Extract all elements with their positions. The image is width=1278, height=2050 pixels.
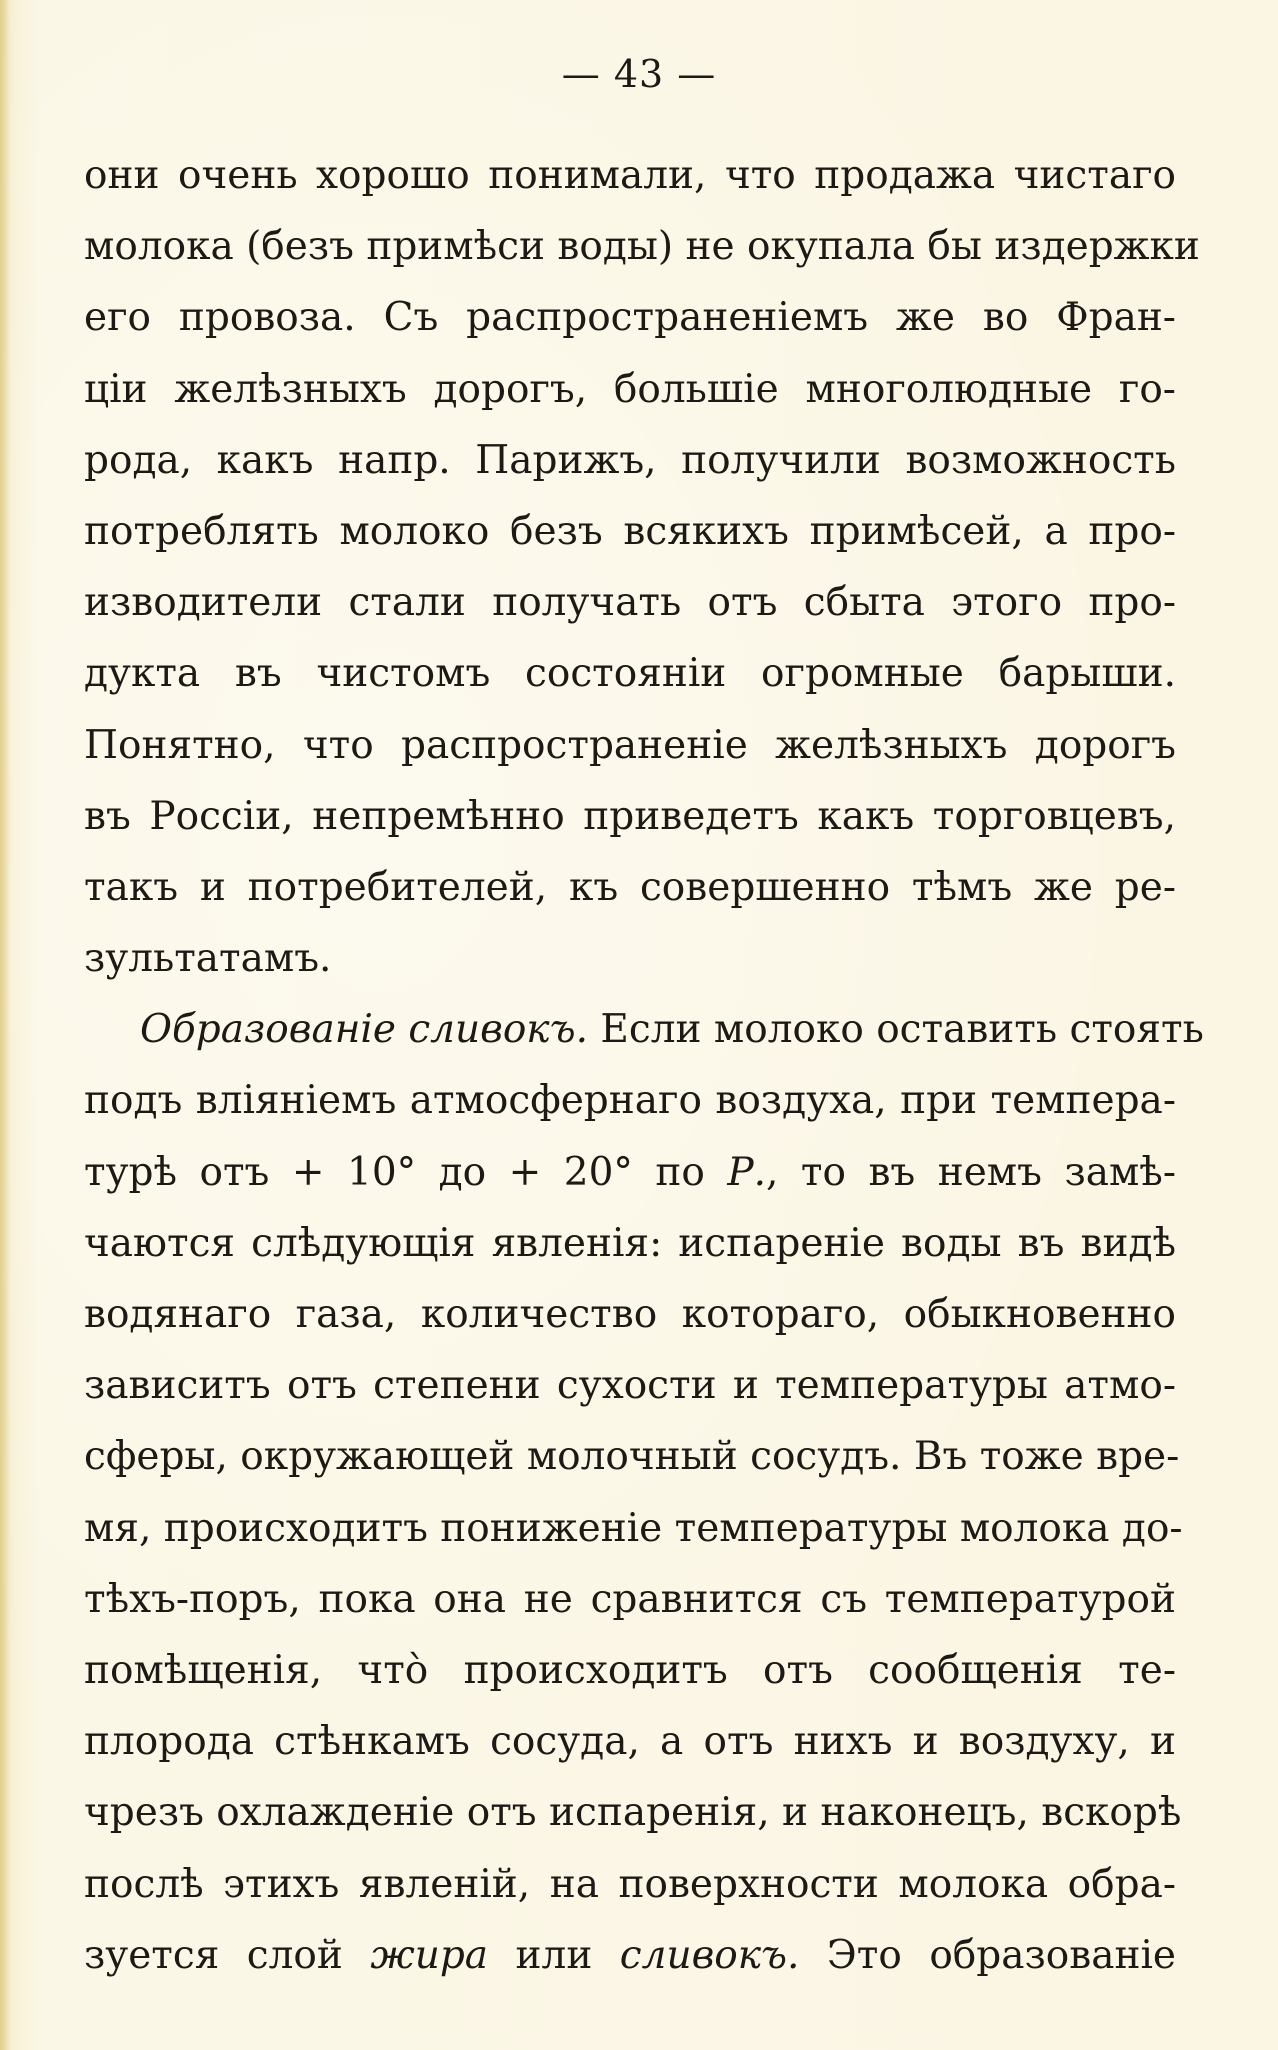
text-line: [84, 1635, 1176, 1706]
text-line: [84, 425, 1176, 496]
text-segment: зультатамъ.: [84, 936, 332, 982]
body-text: [84, 140, 1204, 1991]
text-segment: чрезъ охлажденіе отъ испаренія, и наконецъ, вскорѣ: [84, 1790, 1182, 1836]
text-segment: чаются слѣдующія явленія: испареніе воды въ видѣ: [84, 1220, 1176, 1266]
text-segment: молока (безъ примѣси воды) не окупала бы издержки: [84, 224, 1200, 270]
text-segment: такъ и потребителей, къ совершенно тѣмъ же ре-: [84, 864, 1176, 910]
page-number: — 43 —: [561, 52, 717, 96]
italic-text-segment: Р.: [727, 1149, 767, 1195]
binding-shadow: [0, 0, 10, 2050]
text-line: [84, 994, 1204, 1065]
text-segment: зуется слой: [84, 1932, 371, 1978]
text-segment: потреблять молоко безъ всякихъ примѣсей, а про-: [84, 508, 1176, 554]
text-line: [84, 1920, 1176, 1991]
text-line: [84, 567, 1176, 638]
text-line: [84, 1493, 1183, 1564]
text-line: [84, 1065, 1176, 1136]
text-segment: сферы, окружающей молочный сосудъ. Въ тоже вре-: [84, 1434, 1180, 1480]
text-segment: зависитъ отъ степени сухости и температуры атмо-: [84, 1363, 1176, 1409]
text-segment: тѣхъ-поръ, пока она не сравнится съ температурой: [84, 1576, 1176, 1622]
text-line: [84, 354, 1176, 425]
text-segment: они очень хорошо понимали, что продажа чистаго: [84, 153, 1176, 198]
italic-text-segment: жира: [370, 1932, 489, 1978]
text-line: [84, 1706, 1176, 1777]
text-segment: подъ вліяніемъ атмосфернаго воздуха, при темпера-: [84, 1078, 1176, 1124]
italic-text-segment: Образованіе сливокъ.: [140, 1007, 588, 1053]
text-line: [84, 1421, 1180, 1492]
text-line: [84, 140, 1176, 211]
text-segment: , то въ немъ замѣ-: [766, 1149, 1176, 1195]
text-line: [84, 1777, 1182, 1848]
text-line: [84, 1564, 1176, 1635]
text-segment: изводители стали получать отъ сбыта этого про-: [84, 580, 1176, 626]
text-segment: въ Россіи, непремѣнно приведетъ какъ торговцевъ,: [84, 793, 1176, 839]
text-segment: ціи желѣзныхъ дорогъ, большіе многолюдные го-: [84, 366, 1176, 412]
text-segment: Это образованіе: [799, 1932, 1176, 1978]
text-line: [84, 211, 1200, 282]
text-line: [84, 923, 1176, 994]
text-line: [84, 638, 1176, 709]
text-segment: мя, происходитъ пониженіе температуры молока до-: [84, 1505, 1183, 1551]
text-line: [84, 1208, 1176, 1279]
text-line: [84, 1350, 1176, 1421]
text-segment: дукта въ чистомъ состояніи огромные барыши.: [84, 651, 1176, 697]
text-line: [84, 496, 1176, 567]
text-line: [84, 282, 1176, 353]
text-segment: плорода стѣнкамъ сосуда, а отъ нихъ и воздуху, и: [84, 1719, 1176, 1765]
text-line: [84, 1849, 1176, 1920]
text-line: [84, 1279, 1176, 1350]
text-segment: послѣ этихъ явленій, на поверхности молока обра-: [84, 1861, 1176, 1907]
text-segment: Если молоко оставить стоять: [588, 1007, 1204, 1053]
text-segment: помѣщенія, что̀ происходитъ отъ сообщенія те-: [84, 1647, 1176, 1693]
text-line: [84, 781, 1176, 852]
text-segment: или: [488, 1932, 620, 1978]
text-segment: рода, какъ напр. Парижъ, получили возможность: [84, 437, 1176, 483]
text-segment: его провоза. Съ распространеніемъ же во Фран-: [84, 295, 1176, 341]
italic-text-segment: сливокъ.: [619, 1932, 800, 1978]
text-segment: водянаго газа, количество котораго, обыкновенно: [84, 1292, 1176, 1337]
text-segment: Понятно, что распространеніе желѣзныхъ дорогъ: [84, 722, 1176, 768]
text-line: [84, 710, 1176, 781]
text-line: [84, 1137, 1176, 1208]
text-line: [84, 852, 1176, 923]
text-segment: турѣ отъ + 10° до + 20° по: [84, 1149, 728, 1195]
